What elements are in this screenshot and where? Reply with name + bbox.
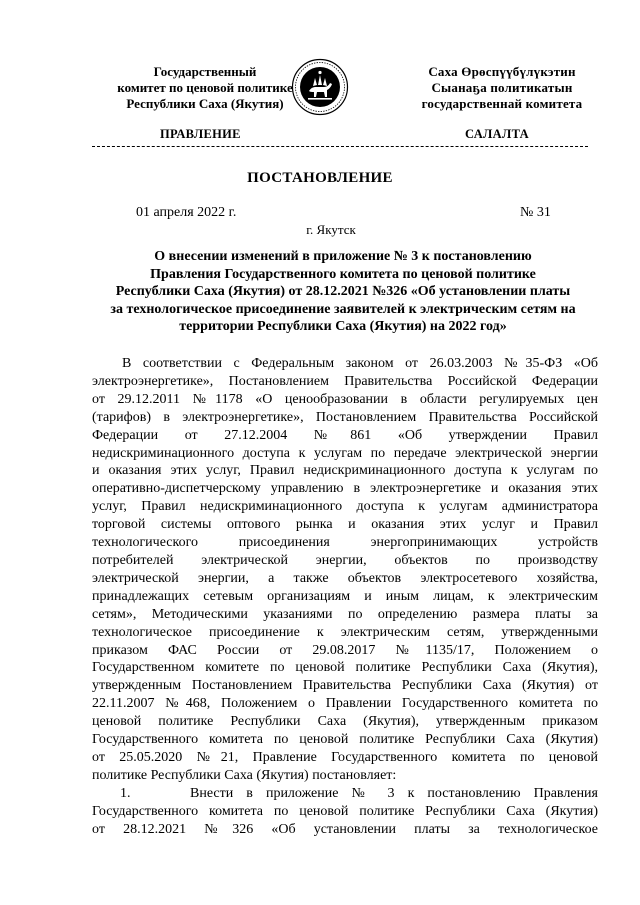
body-line: торговой системы оптового рынка и оказания этих услуг и Правил [92, 517, 598, 533]
header-divider [92, 146, 588, 147]
header-right-line: государственнай комитета [421, 96, 583, 111]
board-label-sah: САЛАЛТА [465, 127, 529, 141]
header-left-line: комитет по ценовой политике [117, 80, 293, 95]
document-type: ПОСТАНОВЛЕНИЕ [247, 170, 393, 186]
body-line: утвержденным Постановлением Правительства Республики Саха (Якутия) от [92, 678, 598, 694]
header-right-line: Саха Өрөспүүбүлүкэтин [428, 64, 576, 79]
body-line: услуг, Правил недискриминационного доступа к услугам администратора [92, 499, 598, 515]
body-line: от 25.05.2020 №21, Правление Государственного комитета по ценовой [92, 749, 598, 765]
title-line: Правления Государственного комитета по ценовой политике [150, 266, 536, 282]
document-date: 01 апреля 2022 г. [136, 205, 237, 220]
body-line: ценовой политике Республики Саха (Якутия), утвержденным приказом [92, 714, 598, 730]
body-line: политике Республики Саха (Якутия) постановляет: [92, 767, 397, 783]
item-first-line: Внести в приложение № 3 к постановлению Правления [190, 785, 598, 801]
header-left-line: Республики Саха (Якутия) [126, 96, 284, 111]
body-line: В соответствии с Федеральным законом от 26.03.2003 №35-ФЗ «Об [122, 356, 598, 371]
document-city: г. Якутск [306, 222, 356, 237]
document-number: № 31 [520, 205, 551, 220]
header-left-line: Государственный [153, 64, 257, 79]
body-line: сетям», Методическими указаниями по определению размера платы за [92, 606, 598, 622]
header-right-line: Сыанаҕа политикатын [431, 80, 573, 95]
coat-of-arms-icon [291, 58, 349, 116]
body-line: принадлежащих сетевым организациям и иным лицам, к электрическим [92, 588, 598, 604]
resolution-item [92, 785, 598, 803]
title-line: Республики Саха (Якутия) от 28.12.2021 №326 «Об установлении платы [115, 284, 571, 299]
body-line: электроэнергетике», Постановлением Правительства Российской Федерации [92, 373, 598, 389]
header-right-block [387, 64, 617, 112]
body-line: и оказания этих услуг, Правил недискриминационного доступа к услугам по [92, 463, 598, 479]
item-number: 1. [120, 785, 131, 801]
body-line: Государственном комитете по ценовой политике Республики Саха (Якутия), [92, 660, 598, 676]
document-title [88, 248, 598, 336]
board-label-ru: ПРАВЛЕНИЕ [160, 127, 241, 141]
body-line: Государственного комитета по ценовой политике Республики Саха (Якутия) [92, 732, 598, 748]
body-line: (тарифов) в электроэнергетике», Постановлением Правительства Российской [92, 409, 598, 425]
body-line: 22.11.2007 №468, Положением о Правлении Государственного комитета по [92, 696, 598, 712]
header-left-block [90, 64, 320, 112]
item-line: Государственного комитета по ценовой политике Республики Саха (Якутия) [92, 803, 598, 819]
title-line: территории Республики Саха (Якутия) на 2022 год» [179, 319, 507, 334]
body-line: от 29.12.2011 №1178 «О ценообразовании в области регулируемых цен [92, 391, 598, 407]
title-line: О внесении изменений в приложение № 3 к постановлению [154, 249, 532, 264]
body-line: приказом ФАС России от 29.08.2017 №1135/17, Положением о [92, 642, 598, 658]
item-line: от 28.12.2021 №326 «Об установлении платы за технологическое [92, 821, 598, 837]
document-body [92, 355, 598, 838]
body-line: оперативно-диспетчерскому управлению в электроэнергетике и оказания этих [92, 481, 598, 497]
body-line: Федерации от 27.12.2004 №861 «Об утверждении Правил [92, 427, 598, 443]
body-line: электрической энергии, а также объектов электросетевого хозяйства, [92, 570, 598, 586]
title-line: за технологическое присоединение заявителей к электрическим сетям на [110, 301, 576, 317]
body-line: потребителей электрической энергии, объектов по производству [92, 552, 598, 568]
body-line: недискриминационного доступа к услугам по передаче электрической энергии [92, 445, 598, 461]
body-line: технологическое присоединение к электрическим сетям, утвержденными [92, 624, 598, 640]
body-line: технологического присоединения энергопринимающих устройств [92, 535, 598, 551]
